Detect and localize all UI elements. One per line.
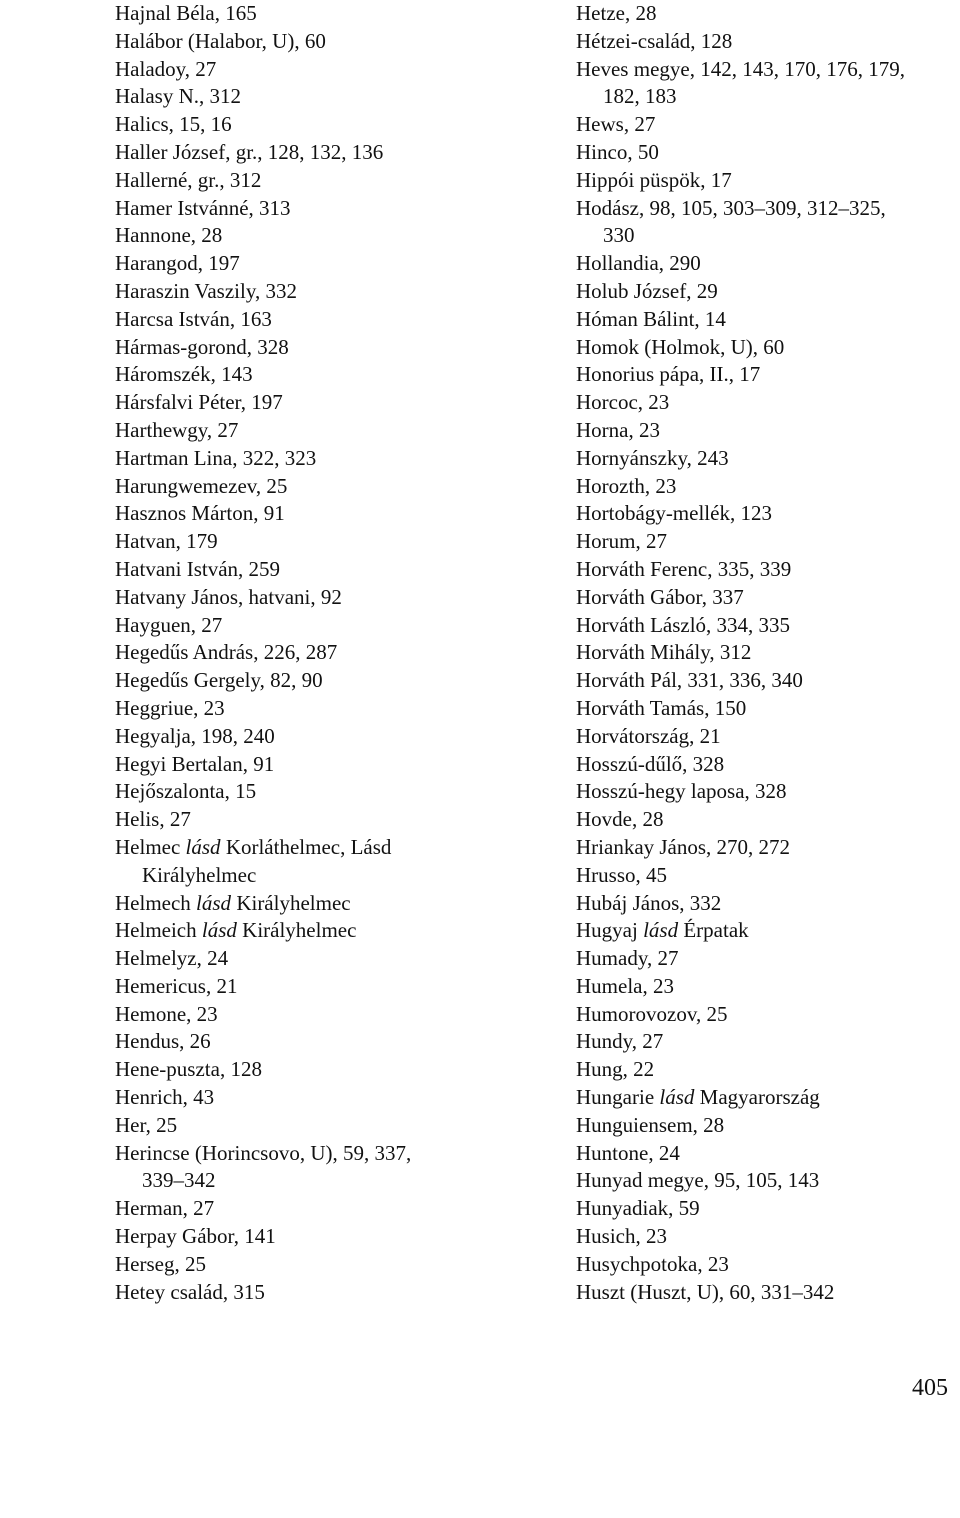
index-entry <box>115 556 515 584</box>
index-entry <box>115 1001 515 1029</box>
index-entry <box>576 945 960 973</box>
entry-text: Horváth Gábor, 337 <box>576 584 744 609</box>
entry-continuation: Királyhelmec <box>142 862 257 887</box>
entry-text: Humady, 27 <box>576 946 679 971</box>
index-entry <box>576 723 960 751</box>
entry-text: Husychpotoka, 23 <box>576 1251 729 1276</box>
index-entry <box>576 806 960 834</box>
entry-text: Honorius pápa, II., 17 <box>576 362 761 387</box>
index-entry <box>576 612 960 640</box>
entry-text: Hetey család, 315 <box>115 1279 265 1304</box>
index-entry <box>115 250 515 278</box>
index-entry <box>115 584 515 612</box>
entry-text: Hallerné, gr., 312 <box>115 167 262 192</box>
entry-text: Hóman Bálint, 14 <box>576 306 726 331</box>
entry-text: Horvátország, 21 <box>576 723 721 748</box>
entry-text: Helmeich <box>115 918 202 943</box>
index-entry <box>115 890 515 918</box>
entry-text: Hinco, 50 <box>576 139 659 164</box>
index-entry <box>115 1195 515 1223</box>
entry-continuation: 330 <box>603 223 635 248</box>
index-entry <box>115 1028 515 1056</box>
page-number: 405 <box>912 1375 948 1401</box>
entry-text: Hunguiensem, 28 <box>576 1112 725 1137</box>
entry-text: Hársfalvi Péter, 197 <box>115 390 283 415</box>
index-entry <box>576 389 960 417</box>
index-entry <box>115 83 515 111</box>
entry-text: Horozth, 23 <box>576 473 677 498</box>
index-entry <box>115 612 515 640</box>
index-entry <box>576 417 960 445</box>
entry-text: Heves megye, 142, 143, 170, 176, 179, <box>576 56 905 81</box>
index-entry <box>115 222 515 250</box>
index-entry <box>576 139 960 167</box>
entry-text: Horváth Mihály, 312 <box>576 640 752 665</box>
index-entry <box>576 1084 960 1112</box>
index-entry <box>576 500 960 528</box>
entry-target: Magyarország <box>694 1085 820 1110</box>
index-entry <box>576 1279 960 1307</box>
index-entry <box>115 111 515 139</box>
index-entry <box>576 834 960 862</box>
entry-text: Hriankay János, 270, 272 <box>576 834 791 859</box>
index-entry <box>115 667 515 695</box>
index-entry <box>115 1223 515 1251</box>
index-entry <box>576 973 960 1001</box>
index-entry <box>576 334 960 362</box>
see-reference: lásd <box>185 834 221 859</box>
entry-text: Hodász, 98, 105, 303–309, 312–325, <box>576 195 886 220</box>
entry-text: Horna, 23 <box>576 417 660 442</box>
entry-text: Harungwemezev, 25 <box>115 473 288 498</box>
entry-text: Hung, 22 <box>576 1057 655 1082</box>
index-entry <box>115 723 515 751</box>
index-entry <box>115 528 515 556</box>
entry-continuation: 182, 183 <box>603 84 677 109</box>
index-column-left <box>115 0 515 1306</box>
entry-text: Hendus, 26 <box>115 1029 211 1054</box>
index-entry <box>115 195 515 223</box>
entry-target: Korláthelmec, Lásd <box>220 834 392 859</box>
index-entry <box>115 445 515 473</box>
entry-text: Haller József, gr., 128, 132, 136 <box>115 139 384 164</box>
index-entry <box>115 500 515 528</box>
entry-text: Hegyalja, 198, 240 <box>115 723 275 748</box>
entry-text: Hungarie <box>576 1085 660 1110</box>
entry-text: Henrich, 43 <box>115 1085 215 1110</box>
entry-text: Herseg, 25 <box>115 1251 206 1276</box>
index-entry <box>115 389 515 417</box>
index-entry <box>576 0 960 28</box>
entry-text: Hubáj János, 332 <box>576 890 722 915</box>
index-entry <box>115 167 515 195</box>
index-entry <box>576 28 960 56</box>
see-reference: lásd <box>201 918 237 943</box>
index-entry <box>576 667 960 695</box>
index-entry <box>115 806 515 834</box>
entry-text: Horváth Ferenc, 335, 339 <box>576 556 792 581</box>
entry-text: Hundy, 27 <box>576 1029 664 1054</box>
entry-text: Homok (Holmok, U), 60 <box>576 334 785 359</box>
entry-text: Hunyadiak, 59 <box>576 1196 700 1221</box>
entry-text: Hemone, 23 <box>115 1001 218 1026</box>
index-entry <box>576 584 960 612</box>
entry-text: Hegyi Bertalan, 91 <box>115 751 275 776</box>
entry-text: Helis, 27 <box>115 807 191 832</box>
index-entry <box>576 278 960 306</box>
entry-text: Harangod, 197 <box>115 251 240 276</box>
entry-text: Humorovozov, 25 <box>576 1001 728 1026</box>
index-entry <box>576 1112 960 1140</box>
index-entry <box>576 528 960 556</box>
entry-text: Hatvani István, 259 <box>115 556 281 581</box>
entry-text: Herpay Gábor, 141 <box>115 1224 276 1249</box>
index-entry <box>115 0 515 28</box>
index-entry <box>115 1279 515 1307</box>
index-entry <box>576 751 960 779</box>
index-entry <box>576 1140 960 1168</box>
entry-text: Hatvan, 179 <box>115 529 218 554</box>
entry-text: Hegedűs András, 226, 287 <box>115 640 338 665</box>
entry-text: Horváth Pál, 331, 336, 340 <box>576 668 803 693</box>
index-entry <box>115 139 515 167</box>
index-entry <box>576 445 960 473</box>
entry-text: Horum, 27 <box>576 529 667 554</box>
index-entry <box>115 56 515 84</box>
index-entry <box>115 361 515 389</box>
entry-text: Horcoc, 23 <box>576 390 670 415</box>
entry-target: Királyhelmec <box>236 918 357 943</box>
index-entry <box>576 195 960 251</box>
entry-text: Huntone, 24 <box>576 1140 680 1165</box>
entry-text: Hosszú-hegy laposa, 328 <box>576 779 787 804</box>
entry-text: Haraszin Vaszily, 332 <box>115 278 297 303</box>
see-reference: lásd <box>643 918 679 943</box>
entry-text: Hollandia, 290 <box>576 251 701 276</box>
index-entry <box>576 111 960 139</box>
entry-text: Holub József, 29 <box>576 278 718 303</box>
index-entry <box>115 473 515 501</box>
see-reference: lásd <box>659 1085 695 1110</box>
entry-text: Hunyad megye, 95, 105, 143 <box>576 1168 820 1193</box>
entry-text: Harcsa István, 163 <box>115 306 272 331</box>
index-entry <box>115 334 515 362</box>
entry-text: Hétzei-család, 128 <box>576 28 733 53</box>
entry-text: Hajnal Béla, 165 <box>115 1 257 25</box>
index-entry <box>576 695 960 723</box>
entry-text: Hugyaj <box>576 918 644 943</box>
entry-text: Helmec <box>115 834 186 859</box>
see-reference: lásd <box>196 890 232 915</box>
entry-text: Hovde, 28 <box>576 807 664 832</box>
index-entry <box>115 945 515 973</box>
index-entry <box>576 473 960 501</box>
entry-text: Her, 25 <box>115 1112 178 1137</box>
index-entry <box>115 1056 515 1084</box>
index-entry <box>576 1195 960 1223</box>
index-entry <box>576 1251 960 1279</box>
index-entry <box>115 917 515 945</box>
entry-text: Husich, 23 <box>576 1224 667 1249</box>
entry-text: Halics, 15, 16 <box>115 112 232 137</box>
entry-text: Hármas-gorond, 328 <box>115 334 289 359</box>
entry-text: Hippói püspök, 17 <box>576 167 732 192</box>
entry-text: Humela, 23 <box>576 973 674 998</box>
index-entry <box>576 1167 960 1195</box>
entry-text: Hrusso, 45 <box>576 862 668 887</box>
entry-text: Halasy N., 312 <box>115 84 241 109</box>
entry-text: Heggriue, 23 <box>115 695 225 720</box>
index-entry <box>115 306 515 334</box>
entry-text: Hayguen, 27 <box>115 612 223 637</box>
index-entry <box>115 1112 515 1140</box>
index-entry <box>115 695 515 723</box>
index-entry <box>115 28 515 56</box>
entry-text: Hamer Istvánné, 313 <box>115 195 291 220</box>
entry-text: Hews, 27 <box>576 112 656 137</box>
entry-target: Érpatak <box>678 918 749 943</box>
index-entry <box>576 250 960 278</box>
index-column-right <box>576 0 960 1306</box>
entry-text: Horváth László, 334, 335 <box>576 612 791 637</box>
index-entry <box>576 556 960 584</box>
entry-text: Hosszú-dűlő, 328 <box>576 751 725 776</box>
index-entry <box>115 751 515 779</box>
entry-text: Hasznos Márton, 91 <box>115 501 285 526</box>
entry-continuation: 339–342 <box>142 1168 216 1193</box>
index-entry <box>115 278 515 306</box>
entry-target: Királyhelmec <box>231 890 351 915</box>
entry-text: Halábor (Halabor, U), 60 <box>115 28 326 53</box>
entry-text: Háromszék, 143 <box>115 362 253 387</box>
index-entry <box>115 417 515 445</box>
entry-text: Hejőszalonta, 15 <box>115 779 257 804</box>
entry-text: Hornyánszky, 243 <box>576 445 729 470</box>
index-entry <box>576 1001 960 1029</box>
index-entry <box>576 167 960 195</box>
entry-text: Hortobágy-mellék, 123 <box>576 501 772 526</box>
index-entry <box>576 306 960 334</box>
index-entry <box>576 56 960 112</box>
entry-text: Hetze, 28 <box>576 1 657 25</box>
entry-text: Hartman Lina, 322, 323 <box>115 445 317 470</box>
entry-text: Horváth Tamás, 150 <box>576 695 747 720</box>
entry-text: Hegedűs Gergely, 82, 90 <box>115 668 323 693</box>
index-entry <box>115 1251 515 1279</box>
index-entry <box>576 1223 960 1251</box>
index-entry <box>576 361 960 389</box>
index-entry <box>576 1056 960 1084</box>
index-entry <box>576 917 960 945</box>
index-entry <box>115 1084 515 1112</box>
index-entry <box>115 1140 515 1196</box>
entry-text: Harthewgy, 27 <box>115 417 239 442</box>
index-entry <box>115 973 515 1001</box>
index-entry <box>115 834 515 890</box>
index-entry <box>576 778 960 806</box>
index-entry <box>576 890 960 918</box>
index-entry <box>576 639 960 667</box>
entry-text: Haladoy, 27 <box>115 56 217 81</box>
entry-text: Hene-puszta, 128 <box>115 1057 262 1082</box>
index-entry <box>576 1028 960 1056</box>
entry-text: Herman, 27 <box>115 1196 215 1221</box>
index-entry <box>115 639 515 667</box>
entry-text: Helmelyz, 24 <box>115 946 229 971</box>
entry-text: Helmech <box>115 890 197 915</box>
entry-text: Hemericus, 21 <box>115 973 238 998</box>
entry-text: Hatvany János, hatvani, 92 <box>115 584 342 609</box>
entry-text: Huszt (Huszt, U), 60, 331–342 <box>576 1279 835 1304</box>
index-entry <box>576 862 960 890</box>
index-entry <box>115 778 515 806</box>
entry-text: Herincse (Horincsovo, U), 59, 337, <box>115 1140 412 1165</box>
entry-text: Hannone, 28 <box>115 223 223 248</box>
